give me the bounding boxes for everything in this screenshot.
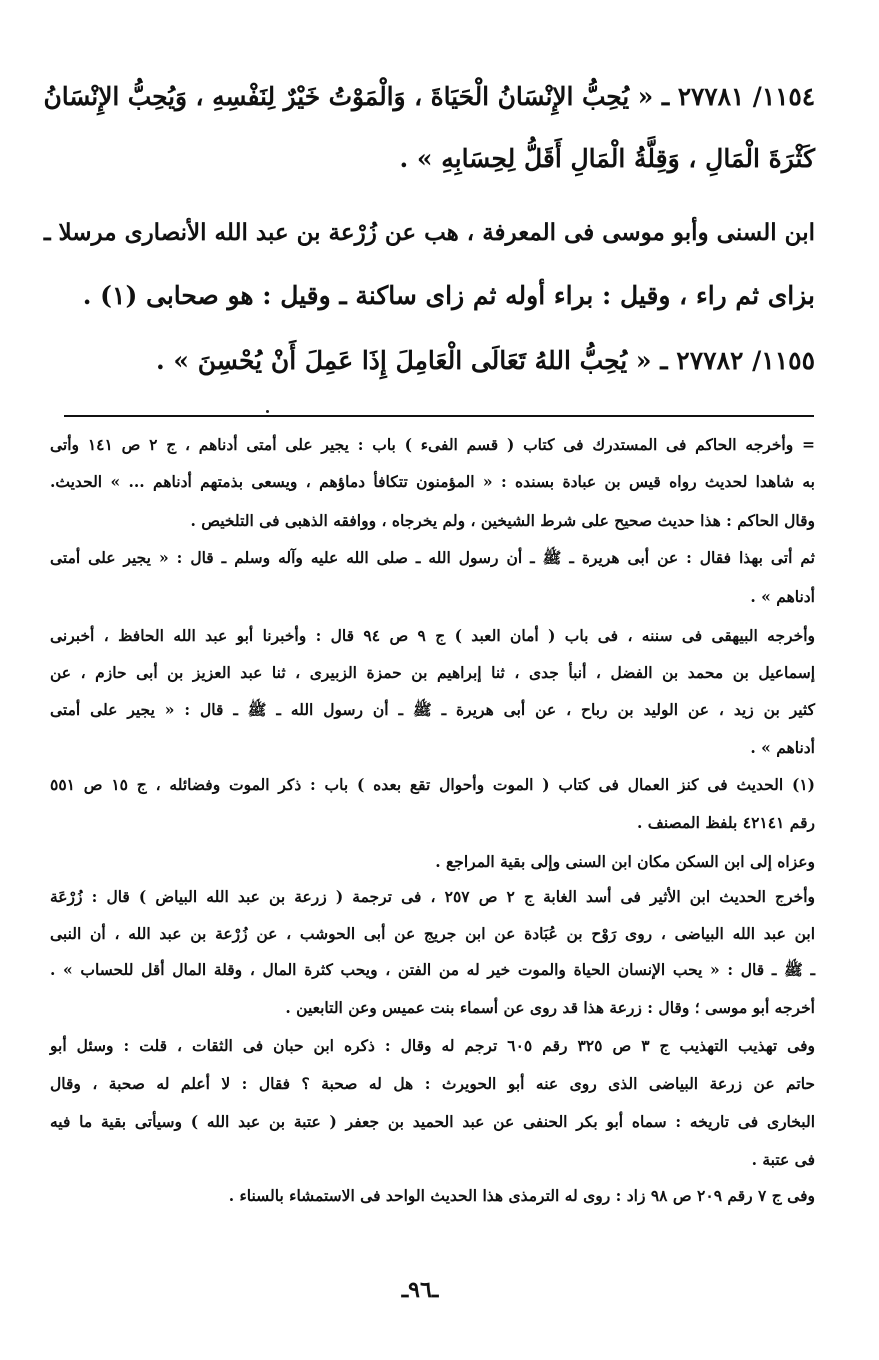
page-number: ـ٩٦ـ bbox=[401, 1277, 439, 1303]
footnote-line: أخرجه أبو موسى ؛ وقال : زرعة هذا قد روى عن أسماء بنت عميس وعن التابعين . bbox=[285, 998, 815, 1017]
footnote-line: به شاهدا لحديث رواه قيس بن عبادة بسنده : « المؤمنون تتكافأ دماؤهم ، ويسعى بذمتهم أدناهم ... » الحديث. bbox=[50, 472, 815, 491]
footnote-line: وعزاه إلى ابن السكن مكان ابن السنى وإلى بقية المراجع . bbox=[435, 852, 815, 871]
footnote-line: ابن عبد الله البياضى ، روى رَوْح بن عُبَادة عن ابن جريج عن أبى الحوشب ، عن زُرْعة بن عبد الله ، أن النبى bbox=[50, 924, 815, 943]
footnote-line: حاتم عن زرعة البياضى الذى روى عنه أبو الحويرث : هل له صحبة ؟ فقال : لا أعلم له صحبة ، وقال bbox=[50, 1074, 815, 1093]
footnote-line: رقم ٤٢١٤١ بلفظ المصنف . bbox=[637, 813, 815, 832]
footnote-line: إسماعيل بن محمد بن الفضل ، أنبأ جدى ، ثنا إبراهيم بن حمزة الزبيرى ، ثنا عبد العزيز بن أبى حازم ، عن bbox=[50, 663, 815, 682]
footnote-line: كثير بن زيد ، عن الوليد بن رباح ، عن أبى هريرة ـ ﷺ ـ أن رسول الله ـ ﷺ ـ قال : « يجير على أمتى bbox=[50, 700, 815, 719]
source-line-2: بزاى ثم راء ، وقيل : براء أوله ثم زاى ساكنة ـ وقيل : هو صحابى (١) . bbox=[82, 281, 815, 310]
hadith-1154-line-2: كَثْرَةَ الْمَالِ ، وَقِلَّةُ الْمَالِ أَقَلُّ لِحِسَابِهِ » . bbox=[399, 144, 815, 173]
footnote-line: (١) الحديث فى كنز العمال فى كتاب ( الموت وأحوال تقع بعده ) باب : ذكر الموت وفضائله ، ج ١٥ ص ٥٥١ bbox=[50, 775, 815, 794]
footnote-line: وفى تهذيب التهذيب ج ٣ ص ٣٢٥ رقم ٦٠٥ ترجم له وقال : ذكره ابن حبان فى الثقات ، قلت : وسئل أبو bbox=[50, 1036, 815, 1055]
source-line-1: ابن السنى وأبو موسى فى المعرفة ، هب عن زُرْعة بن عبد الله الأنصارى مرسلا ـ bbox=[43, 219, 815, 246]
footnote-line: البخارى فى تاريخه : سماه أبو بكر الحنفى عن عبد الحميد بن جعفر ( عتبة بن عبد الله ) وسيأتى بقية ما فيه bbox=[50, 1112, 815, 1131]
footnote-line: = وأخرجه الحاكم فى المستدرك فى كتاب ( قسم الفىء ) باب : يجير على أمتى أدناهم ، ج ٢ ص ١٤١ وأتى bbox=[50, 435, 815, 454]
footnote-line: أدناهم » . bbox=[750, 587, 815, 606]
footnote-line: وقال الحاكم : هذا حديث صحيح على شرط الشيخين ، ولم يخرجاه ، ووافقه الذهبى فى التلخيص . bbox=[190, 511, 815, 530]
footnote-separator bbox=[64, 415, 814, 417]
hadith-1154-line-1: ١١٥٤/ ٢٧٧٨١ ـ « يُحِبُّ الإِنْسَانُ الْحَيَاةَ ، وَالْمَوْتُ خَيْرٌ لِنَفْسِهِ ، وَيُحِبُّ الإِنْسَانُ bbox=[43, 82, 815, 111]
footnote-line: وأخرجه البيهقى فى سننه ، فى باب ( أمان العبد ) ج ٩ ص ٩٤ قال : وأخبرنا أبو عبد الله الحافظ ، أخبرنى bbox=[50, 626, 815, 645]
footnote-line: ثم أتى بهذا فقال : عن أبى هريرة ـ ﷺ ـ أن رسول الله ـ صلى الله عليه وآله وسلم ـ قال : « يجير على أمتى bbox=[50, 548, 815, 567]
footnote-line: ـ ﷺ ـ قال : « يحب الإنسان الحياة والموت خير له من الفتن ، ويحب كثرة المال ، وقلة المال أقل للحساب » . bbox=[50, 960, 815, 979]
footnote-line: وأخرج الحديث ابن الأثير فى أسد الغابة ج ٢ ص ٢٥٧ ، فى ترجمة ( زرعة بن عبد الله البياض ) قال : زُرْعَة bbox=[50, 887, 815, 906]
footnote-line: أدناهم » . bbox=[750, 738, 815, 757]
hadith-1155: ١١٥٥/ ٢٧٧٨٢ ـ « يُحِبُّ اللهُ تَعَالَى الْعَامِلَ إِذَا عَمِلَ أَنْ يُحْسِنَ » . bbox=[155, 346, 815, 375]
ink-dot bbox=[266, 410, 269, 413]
footnote-line: وفى ج ٧ رقم ٢٠٩ ص ٩٨ زاد : روى له الترمذى هذا الحديث الواحد فى الاستمشاء بالسناء . bbox=[228, 1186, 815, 1205]
footnote-line: فى عتبة . bbox=[751, 1150, 815, 1169]
